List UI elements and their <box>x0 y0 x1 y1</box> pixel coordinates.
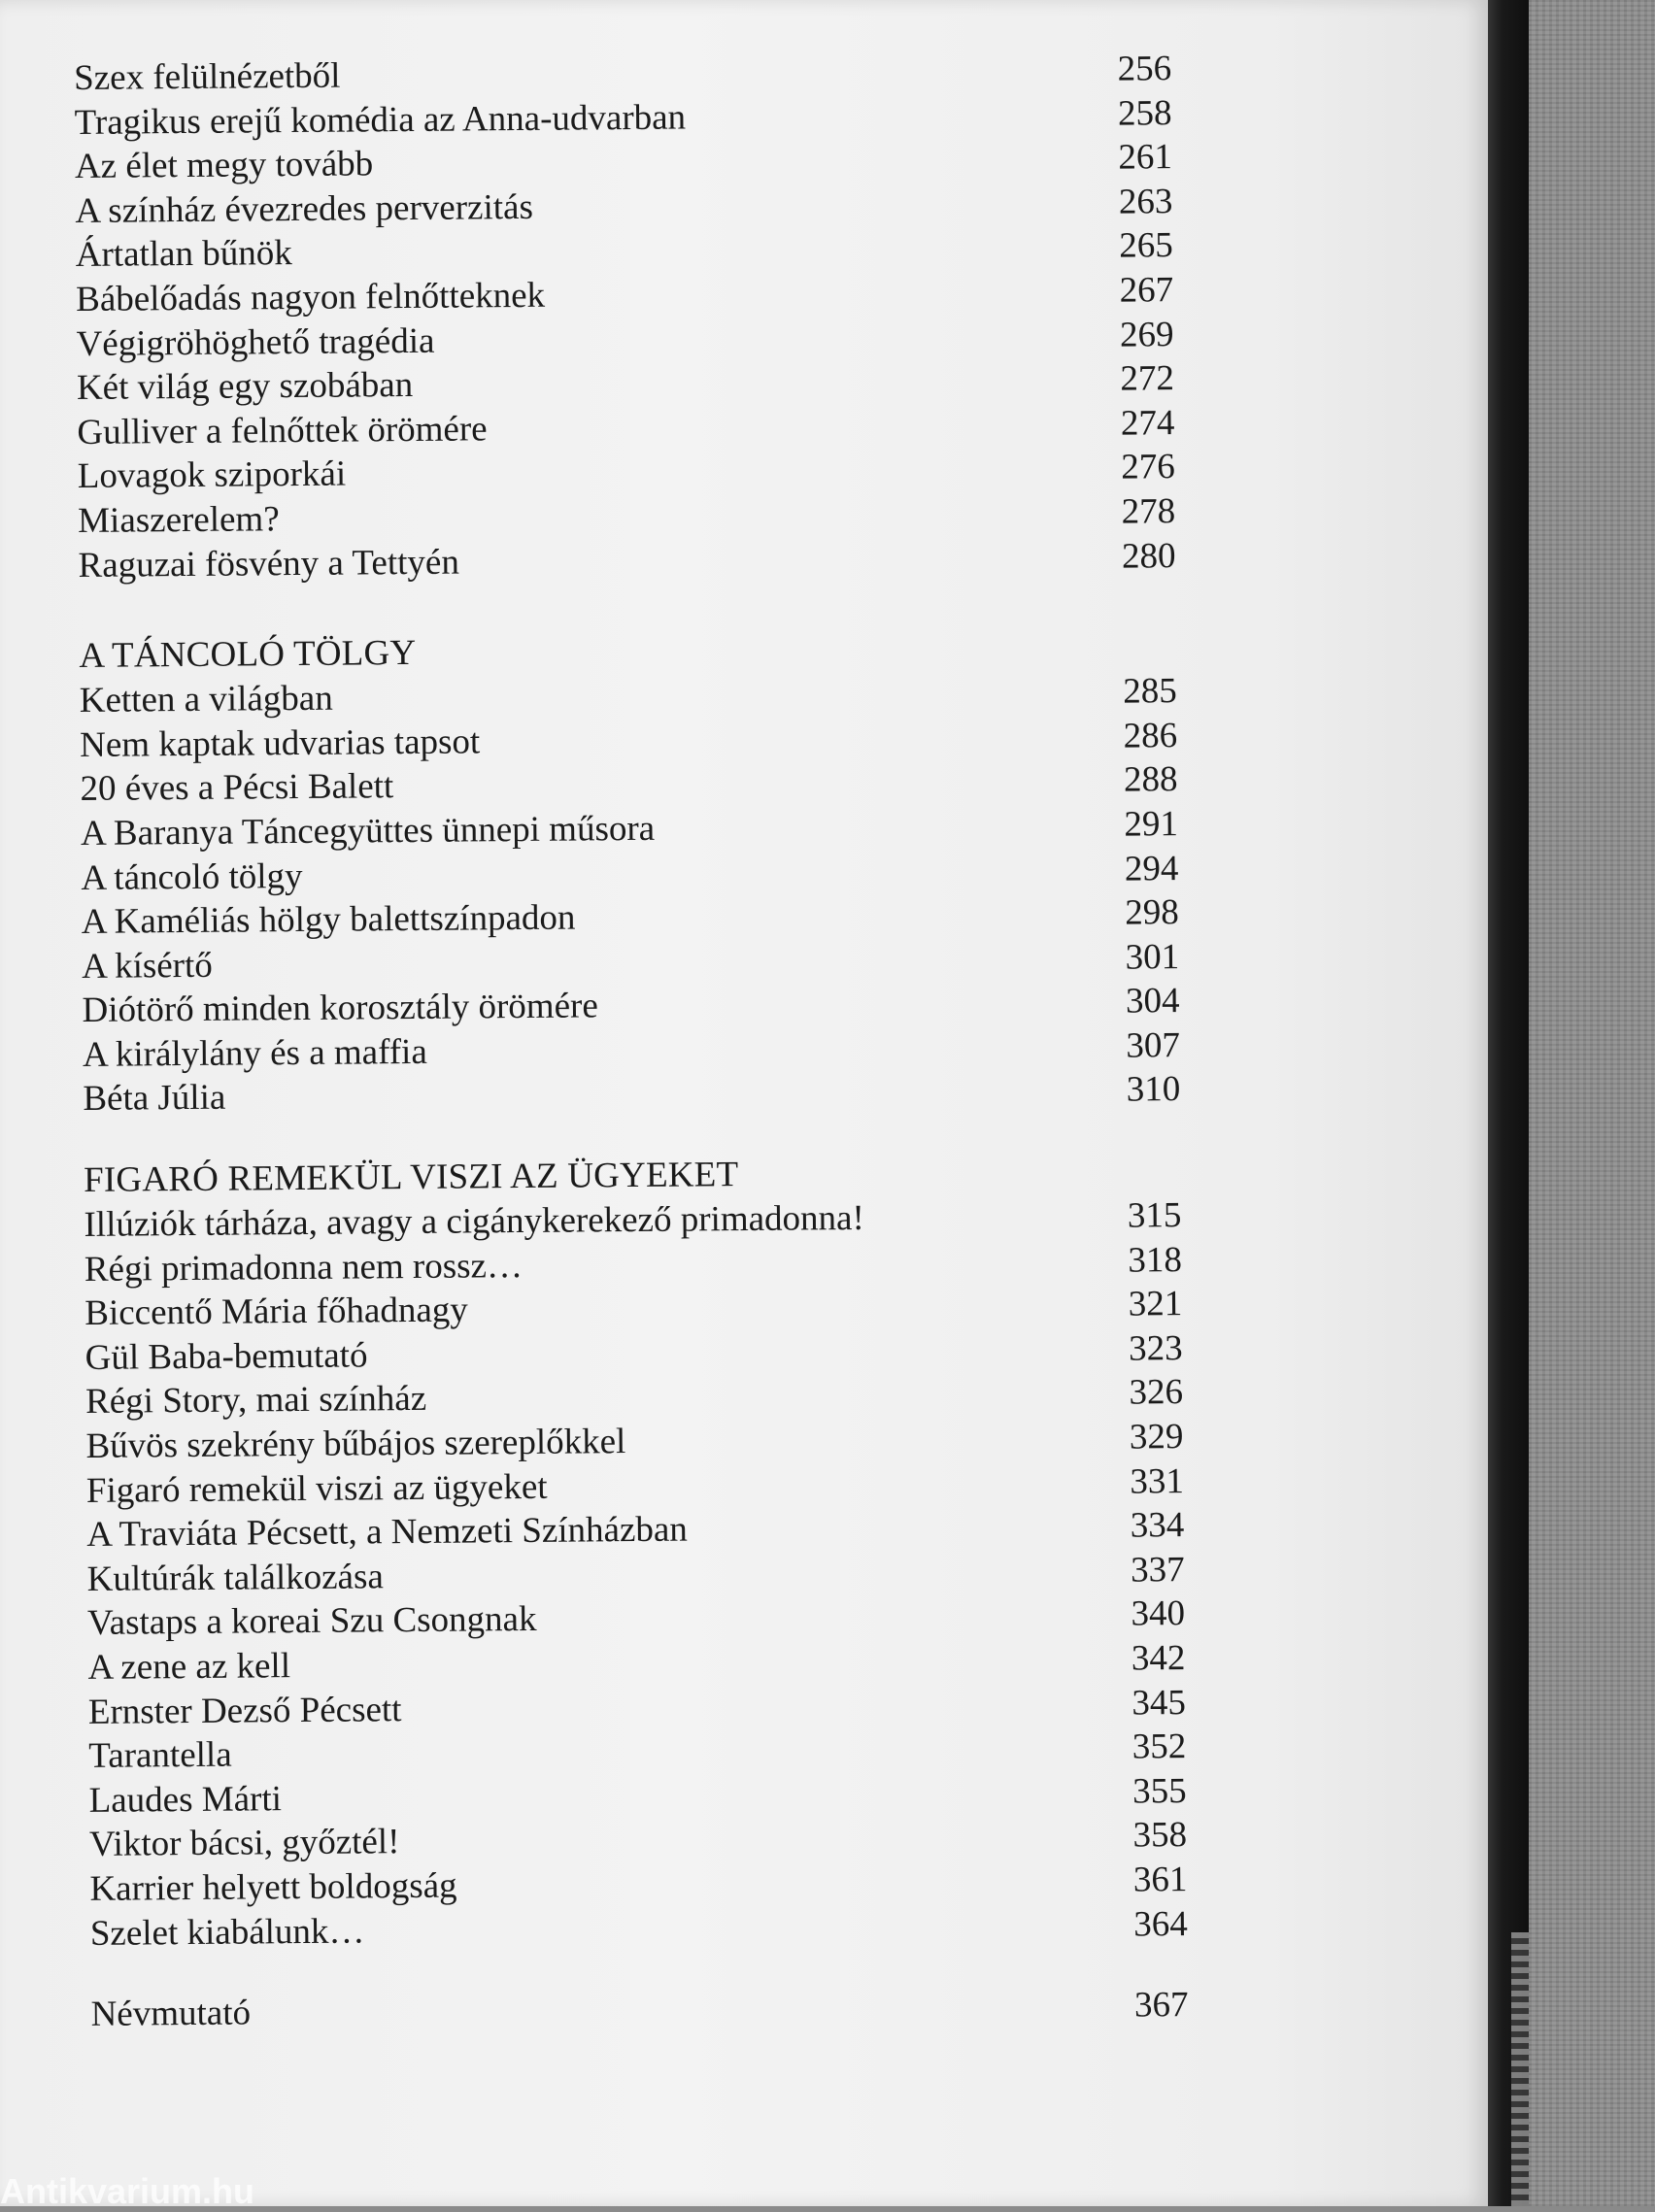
toc-section <box>79 624 1180 1122</box>
toc-section <box>74 47 1176 587</box>
entry-page-number: 358 <box>1132 1815 1188 1856</box>
entry-page-number: 307 <box>1126 1024 1181 1066</box>
entry-page-number: 326 <box>1129 1372 1184 1414</box>
index-page-number: 367 <box>1133 1985 1189 2026</box>
entry-page-number: 355 <box>1131 1770 1187 1812</box>
entry-title: Régi Story, mai színház <box>84 1379 427 1423</box>
toc-entry <box>83 1068 1180 1122</box>
entry-title: Karrier helyett boldogság <box>89 1865 457 1909</box>
entry-title: Lovagok sziporkái <box>77 453 347 497</box>
entry-title: Kultúrák találkozása <box>86 1557 384 1599</box>
entry-title: Az élet megy tovább <box>74 144 374 187</box>
book-cover-edge <box>1484 0 1529 2206</box>
entry-title: Viktor bácsi, győztél! <box>88 1822 400 1865</box>
entry-title: A kísértő <box>81 945 213 987</box>
entry-title: A Traviáta Pécsett, a Nemzeti Színházban <box>86 1509 689 1556</box>
entry-title: Végigröhöghető tragédia <box>76 320 435 364</box>
entry-title: Tarantella <box>88 1734 232 1777</box>
entry-title: Ernster Dezső Pécsett <box>87 1689 402 1732</box>
entry-title: A táncoló tölgy <box>81 855 303 898</box>
entry-title: A színház évezredes perverzitás <box>75 186 534 231</box>
entry-title: 20 éves a Pécsi Balett <box>80 766 394 810</box>
entry-title: Bábelőadás nagyon felnőtteknek <box>76 275 546 319</box>
entry-page-number: 258 <box>1117 92 1172 134</box>
entry-page-number: 310 <box>1126 1069 1181 1111</box>
entry-page-number: 340 <box>1131 1593 1186 1634</box>
entry-page-number: 361 <box>1132 1860 1188 1900</box>
entry-page-number: 323 <box>1128 1327 1183 1369</box>
toc-entry <box>90 1902 1188 1956</box>
entry-page-number: 331 <box>1130 1460 1185 1502</box>
table-of-contents <box>74 47 1189 2037</box>
entry-page-number: 272 <box>1120 358 1175 399</box>
entry-title: Nem kaptak udvarias tapsot <box>80 721 481 765</box>
entry-page-number: 267 <box>1119 270 1174 311</box>
entry-title: Biccentő Mária főhadnagy <box>84 1290 468 1334</box>
entry-page-number: 256 <box>1117 49 1172 89</box>
entry-page-number: 288 <box>1123 759 1178 800</box>
background-surface <box>1515 0 1655 2206</box>
entry-page-number: 261 <box>1118 137 1173 178</box>
entry-page-number: 263 <box>1118 181 1173 222</box>
entry-page-number: 276 <box>1121 447 1175 487</box>
entry-page-number: 315 <box>1127 1195 1182 1236</box>
entry-page-number: 291 <box>1124 804 1179 845</box>
entry-title: A királylány és a maffia <box>82 1031 427 1075</box>
entry-title: Régi primadonna nem rossz… <box>84 1245 524 1290</box>
entry-page-number: 342 <box>1131 1638 1186 1679</box>
entry-page-number: 352 <box>1131 1726 1187 1767</box>
entry-title: Raguzai fösvény a Tettyén <box>78 542 460 586</box>
entry-page-number: 285 <box>1123 671 1177 712</box>
entry-page-number: 269 <box>1119 314 1174 355</box>
entry-title: A zene az kell <box>87 1646 291 1688</box>
index-title: Névmutató <box>90 1993 252 2035</box>
entry-page-number: 280 <box>1121 535 1176 577</box>
section-heading: FIGARÓ REMEKÜL VISZI AZ ÜGYEKET <box>83 1155 739 1201</box>
toc-entry <box>78 534 1175 587</box>
entry-title: A Baranya Táncegyüttes ünnepi műsora <box>80 808 656 854</box>
entry-title: A Kaméliás hölgy balettszínpadon <box>81 897 576 943</box>
entry-page-number: 274 <box>1120 402 1175 444</box>
entry-title: Illúziók tárháza, avagy a cigánykerekező primadonna! <box>84 1198 864 1246</box>
entry-title: Szelet kiabálunk… <box>89 1911 365 1954</box>
entry-page-number: 301 <box>1125 936 1180 978</box>
entry-page-number: 337 <box>1130 1549 1185 1591</box>
entry-title: Szex felülnézetből <box>74 55 341 98</box>
entry-title: Két világ egy szobában <box>76 365 414 409</box>
entry-title: Miaszerelem? <box>77 499 280 541</box>
entry-page-number: 334 <box>1130 1505 1185 1546</box>
entry-page-number: 294 <box>1124 848 1179 889</box>
watermark: Antikvarium.hu <box>0 2171 255 2211</box>
entry-title: Laudes Márti <box>88 1778 283 1821</box>
entry-title: Bűvös szekrény bűbájos szereplőkkel <box>85 1422 626 1466</box>
entry-page-number: 345 <box>1131 1682 1187 1724</box>
entry-title: Figaró remekül viszi az ügyeket <box>85 1466 548 1511</box>
entry-title: Tragikus erejű komédia az Anna-udvarban <box>74 97 687 143</box>
entry-title: Gulliver a felnőttek örömére <box>77 409 488 452</box>
entry-page-number: 364 <box>1133 1903 1189 1945</box>
entry-page-number: 329 <box>1129 1417 1184 1458</box>
entry-title: Vastaps a koreai Szu Csongnak <box>86 1599 537 1644</box>
entry-title: Diótörő minden korosztály örömére <box>82 986 598 1031</box>
entry-page-number: 298 <box>1125 892 1179 933</box>
entry-page-number: 318 <box>1128 1239 1183 1281</box>
section-heading: A TÁNCOLÓ TÖLGY <box>79 633 417 677</box>
toc-section <box>84 1149 1188 1956</box>
entry-title: Gül Baba-bemutató <box>84 1335 368 1378</box>
entry-title: Béta Júlia <box>83 1078 226 1120</box>
index-entry <box>90 1983 1188 2036</box>
entry-page-number: 265 <box>1119 225 1173 266</box>
entry-title: Ketten a világban <box>79 678 333 721</box>
entry-page-number: 286 <box>1123 715 1178 756</box>
entry-page-number: 321 <box>1128 1284 1183 1324</box>
entry-page-number: 278 <box>1121 491 1176 532</box>
entry-page-number: 304 <box>1125 981 1180 1022</box>
entry-title: Ártatlan bűnök <box>75 233 292 276</box>
